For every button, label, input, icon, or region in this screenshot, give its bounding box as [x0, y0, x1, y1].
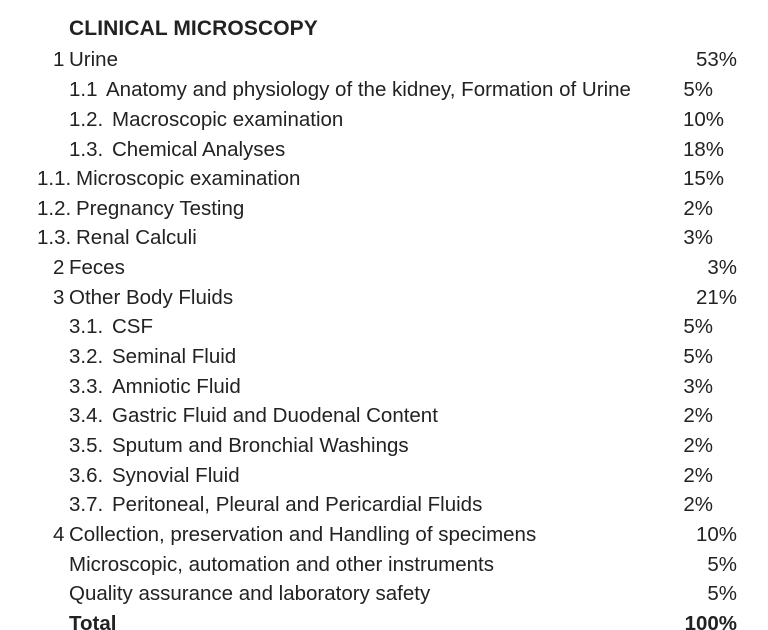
row-number: 1.3. [37, 226, 72, 249]
row-label [69, 312, 153, 341]
row-label [69, 550, 494, 579]
row-percent: 2% [683, 197, 713, 220]
row-percent: 2% [683, 464, 713, 487]
row-label [69, 105, 343, 134]
row-percent: 5% [707, 582, 737, 605]
row-number: 1.1. [37, 167, 72, 190]
total-label: Total [69, 612, 117, 630]
row-text: Other Body Fluids [69, 286, 234, 309]
row-label [53, 45, 118, 74]
outline-row [0, 312, 768, 341]
row-number: 1.1 [69, 78, 98, 101]
outline-row [0, 105, 768, 134]
row-label [69, 431, 409, 460]
row-label [69, 490, 482, 519]
outline-row [0, 223, 768, 252]
outline-row [0, 372, 768, 401]
row-percent: 3% [683, 375, 713, 398]
row-number: 1.2. [37, 197, 72, 220]
row-number: 3 [53, 286, 65, 309]
row-percent: 10% [682, 108, 724, 131]
row-percent: 5% [683, 78, 713, 101]
row-number: 3.5. [69, 434, 104, 457]
row-number: 1 [53, 48, 65, 71]
row-percent: 3% [707, 256, 737, 279]
row-number: 3.4. [69, 404, 104, 427]
outline-row [0, 135, 768, 164]
outline-row [0, 75, 768, 104]
row-number: 3.6. [69, 464, 104, 487]
row-label [53, 520, 536, 549]
row-label [69, 342, 236, 371]
row-percent: 21% [695, 286, 737, 309]
row-number: 3.1. [69, 315, 104, 338]
row-number: 2 [53, 256, 65, 279]
row-text: Urine [69, 48, 118, 71]
outline-row [0, 490, 768, 519]
row-text: Macroscopic examination [112, 108, 344, 131]
row-label [37, 164, 300, 193]
outline-row [0, 550, 768, 579]
row-percent: 2% [683, 404, 713, 427]
row-text: CSF [112, 315, 153, 338]
row-label [69, 135, 285, 164]
row-text: Amniotic Fluid [112, 375, 241, 398]
outline-row [0, 401, 768, 430]
document-title: CLINICAL MICROSCOPY [69, 17, 318, 40]
outline-row [0, 461, 768, 490]
row-label [69, 401, 438, 430]
row-label [69, 461, 240, 490]
row-label [69, 579, 430, 608]
row-text: Microscopic, automation and other instruments [69, 553, 495, 576]
row-text: Collection, preservation and Handling of specimens [69, 523, 537, 546]
row-percent: 3% [683, 226, 713, 249]
row-number: 1.2. [69, 108, 104, 131]
row-number: 3.2. [69, 345, 104, 368]
row-number: 1.3. [69, 138, 104, 161]
outline-row [0, 45, 768, 74]
row-text: Synovial Fluid [112, 464, 240, 487]
row-label [69, 75, 631, 104]
row-text: Feces [69, 256, 125, 279]
outline-row [0, 431, 768, 460]
row-percent: 15% [682, 167, 724, 190]
row-percent: 10% [695, 523, 737, 546]
row-text: Gastric Fluid and Duodenal Content [112, 404, 438, 427]
row-percent: 5% [683, 315, 713, 338]
total-row [0, 609, 768, 630]
row-label [69, 372, 241, 401]
outline-row [0, 579, 768, 608]
outline-row [0, 194, 768, 223]
row-text: Pregnancy Testing [76, 197, 245, 220]
row-percent: 5% [683, 345, 713, 368]
row-label [53, 253, 125, 282]
row-text: Sputum and Bronchial Washings [112, 434, 409, 457]
row-number: 4 [53, 523, 65, 546]
row-text: Quality assurance and laboratory safety [69, 582, 431, 605]
row-label [53, 283, 233, 312]
row-number: 3.7. [69, 493, 104, 516]
row-percent: 2% [683, 493, 713, 516]
outline-row [0, 342, 768, 371]
row-text: Anatomy and physiology of the kidney, Formation of Urine [106, 78, 631, 101]
outline-row [0, 253, 768, 282]
row-percent: 18% [682, 138, 724, 161]
total-percent: 100% [684, 612, 737, 630]
row-label [37, 223, 197, 252]
row-percent: 53% [695, 48, 737, 71]
row-percent: 2% [683, 434, 713, 457]
row-text: Peritoneal, Pleural and Pericardial Fluids [112, 493, 483, 516]
outline-row [0, 520, 768, 549]
row-text: Renal Calculi [76, 226, 197, 249]
row-text: Seminal Fluid [112, 345, 237, 368]
outline-row [0, 283, 768, 312]
row-percent: 5% [707, 553, 737, 576]
row-number: 3.3. [69, 375, 104, 398]
row-label [37, 194, 244, 223]
row-text: Microscopic examination [76, 167, 301, 190]
row-text: Chemical Analyses [112, 138, 286, 161]
outline-row [0, 164, 768, 193]
